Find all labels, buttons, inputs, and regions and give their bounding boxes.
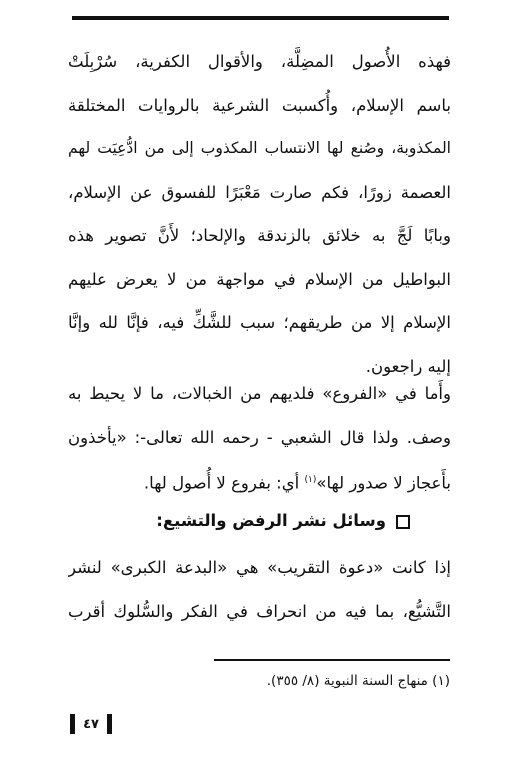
paragraph-3 <box>68 546 451 633</box>
explanation-text: أي: بفروع لا أُصول لها. <box>143 473 300 493</box>
text-line-with-footnote <box>68 459 451 503</box>
heading-text: وسائل نشر الرفض والتشيع: <box>156 511 386 530</box>
text-line: فهذه الأُصول المضِلَّة، والأقوال الكفرية، سُرْبِلَتْ <box>68 52 451 71</box>
text-line: إذا كانت «دعوة التقريب» هي «البدعة الكبرى» لنشر <box>68 558 451 577</box>
text-line: وأَما في «الفروع» فلديهم من الخبالات، ما لا يحيط به <box>68 384 451 403</box>
text-line: وصف. ولذا قال الشعبي - رحمه الله تعالى-: «يأخذون <box>68 427 451 447</box>
text-line: وبابًا لَجَّ به خلائق بالزندقة والإلحاد؛ لأَنَّ تصوير هذه <box>68 226 451 245</box>
square-bullet-icon <box>396 515 410 529</box>
footnote-marker[interactable]: (١) <box>304 475 317 485</box>
text-line: المكذوبة، وصُنع لها الانتساب المكذوب إلى من ادُّعِيَت لهم <box>68 139 451 157</box>
section-heading <box>156 506 410 536</box>
text-line: إليه راجعون. <box>365 356 451 376</box>
text-line: باسم الإسلام، وأُكسبت الشرعية بالروايات المختلقة <box>68 95 451 115</box>
footnote: (١) منهاج السنة النبوية (٨/ ٣٥٥). <box>266 673 450 689</box>
page-number: ٤٧ <box>83 716 99 732</box>
page-number-box <box>70 714 112 734</box>
paragraph-2 <box>68 372 451 503</box>
page-number-bar-left <box>70 714 75 734</box>
text-line: الإسلام إلا من طريقهم؛ سبب للشَّكِّ فيه، فإنَّا لله وإنَّا <box>68 313 451 332</box>
top-rule <box>72 16 449 20</box>
footnote-rule <box>214 659 450 661</box>
page-number-bar-right <box>107 714 112 734</box>
paragraph-1 <box>68 40 451 388</box>
quote-text: بأَعجاز لا صدور لها» <box>316 473 451 493</box>
text-line: التَّشيُّع، بما فيه من انحراف في الفكر والسُّلوك أقرب <box>68 601 451 621</box>
text-line: العصمة زورًا، فكم صارت مَعْبَرًا للفسوق عن الإسلام، <box>68 182 451 202</box>
text-line: البواطيل من الإسلام في مواجهة من لا يعرض عليهم <box>68 269 451 289</box>
